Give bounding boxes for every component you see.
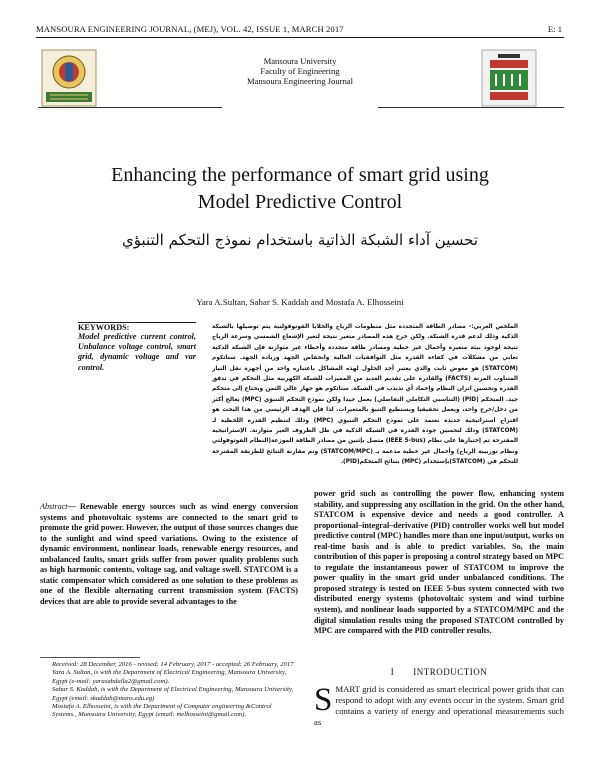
footnote-divider [40, 657, 140, 658]
title-line-2: Model Predictive Control [197, 191, 403, 213]
footnote-author-3: Mostafa A. Elhosseini, is with the Department of Computer engineering &Control Systems., Mansoura University, Egypt (email: melhosseini@gmail.com). [52, 703, 272, 719]
banner-faculty: Faculty of Engineering [260, 66, 340, 76]
arabic-abstract: الملخص العربي:- مصادر الطاقة المتجددة مثل منظومات الرياح والخلايا الفوتوفولتية يتم توصيلها بالشبكة الذكية وذلك لدعم قدرة الشبكة. ولكن خرج هذه المصادر متغير نتيجة لتغير الإشعاع الشمسي وسرعة الرياح نتيجة لوجود بيئة متغيرة وأحمال غير خطية ومصادر طاقة متجددة وأخطاء غير متوازنة فإن الشبكة الذكية تعاني من مشكلات في كفاءة القدرة مثل التوافقيات العالية وانخفاض الجهد وزيادة الجهد. ستاتكوم (STATCOM) هو معوض ثابت والذي يعتبر أحد الحلول لهذه المشاكل باعتباره واحد من أجهزة نقل التيار المتناوب المرنة (FACTS) والقادرة على تقديم العديد من المميزات للشبكة الكهربية مثل التحكم في تدفق القدرة وتحسين اتزان النظام وإخماد أي تذبذب في الشبكة. ستاتكوم هو جهاز غالي الثمن ويحتاج إلى متحكم جيد. المتحكم (PID) (التناسبي التكاملي التفاضلي) يعمل جيدا ولكن نموذج التحكم التنبؤي (MPC) يعالج أكثر من دخل/خرج واحد، ويعمل تحقيقيا ويستطيع التنبؤ بالمتغيرات. لذا فإن الهدف الرئيسي من هذا البحث هو اقتراح استراتيجية جديدة تعتمد على نموذج التحكم التنبؤي (MPC) وذلك لتنظيم القدرة اللحظية لـ (STATCOM) وذلك لتحسين جودة القدرة في الشبكة الذكية في ظل الظروف الغير متوازنة. الإستراتيجية المقترحة تم إختبارها على نظام (IEEE 5-bus) متصل بإثنين من مصادر الطاقة الموزعة(النظام الفوتوفولتي ونظام توربينة الرياح) وأحمال غير خطية مدعمة بـ (STATCOM/MPC) وتم مقارنة النتائج للطريقة المقترحة للتحكم في (STATCOM)بإستخدام (MPC) بنتائج المتحكم(PID). [212, 324, 518, 466]
abstract-lead: Abstract [40, 502, 68, 511]
page-number: E: 1 [547, 24, 562, 34]
footnote-author-1: Yara A. Sultan, is with the Department of Electrical Engineering, Mansoura University, Egypt (e-mail: yarasabdalla2@gmail.com). [52, 669, 287, 685]
banner-university: Mansoura University [263, 56, 337, 66]
running-header: MANSOURA ENGINEERING JOURNAL, (MEJ), VOL. 42, ISSUE 1, MARCH 2017 [36, 24, 344, 34]
banner-rule-right [378, 107, 564, 108]
footnote-author-2: Sahar S. Kaddah, is with the Department of Electrical Engineering, Mansoura University, Egypt (email: skaddah@mans.edu.eg) [52, 686, 294, 702]
title-line-1: Enhancing the performance of smart grid using [111, 164, 489, 186]
drop-cap: S [314, 682, 333, 718]
arabic-title: تحسين آداء الشبكة الذاتية باستخدام نموذج التحكم التنبؤي [122, 231, 478, 249]
abstract-right-column: power grid such as controlling the power flow, enhancing system stability, and suppressing any oscillation in the grid. On the other hand, STATCOM is expensive device and needs a good controller. A proportional–integral–derivative (PID) controller works well but model predictive control (MPC) handles more than one input/output, works on real-time basis and is able to predict variables. So, the main contribution of this paper is proposing a control strategy based on MPC to regulate the instantaneous power of STATCOM to improve the power quality in the smart grid under unbalanced conditions. The proposed strategy is tested on IEEE 5-bus system connected with two distributed energy systems (photovoltaic system and wind turbine system), and nonlinear loads supported by a STATCOM/MPC and the digital simulation results using the proposed STATCOM controlled by MPC are compared with the PID controller results. [314, 489, 564, 636]
introduction-text [314, 684, 564, 728]
university-logo [38, 48, 100, 108]
faculty-logo [478, 48, 540, 108]
keywords-title: KEYWORDS: [78, 323, 130, 332]
abstract-text-left: — Renewable energy sources such as wind energy conversion systems and photovoltaic systems are connected to the smart grid to promote the grid power. However, the output of those sources changes due to the sunlight and wind speed variations. Owing to the existence of dynamic environment, nonlinear loads, renewable energy resources, and unbalanced faults, smart grids suffer from power quality problems such as high harmonic contents, voltage sag, and voltage swell. STATCOM is a static compensator which considered as one solution to these problems as one of the flexible alternating current transmission system (FACTS) devices that are able to provide several advantages to the [40, 502, 298, 606]
abstract-left-column [40, 502, 298, 607]
header-divider [36, 37, 564, 38]
authors: Yara A.Sultan, Sahar S. Kaddah and Mostafa A. Elhosseini [196, 297, 404, 307]
section-heading-introduction: I INTRODUCTION [390, 667, 488, 677]
footnote-received: Received: 28 December, 2016 - revised: 14 February, 2017 - accepted: 26 February, 2017 [52, 661, 294, 668]
footnotes [52, 661, 296, 720]
keywords-text: Model predictive current control, Unbalance voltage control, smart grid, dynamic voltage and var control. [78, 332, 196, 372]
paper-title [40, 162, 560, 216]
introduction-body: MART grid is considered as smart electrical power grids that can respond to adopt with any events occur in the system. Smart grid contains a variety of energy and operational measurements such as [314, 684, 564, 727]
banner-rule-left [38, 107, 222, 108]
keywords-box [78, 322, 196, 469]
banner-journal: Mansoura Engineering Journal [247, 76, 353, 86]
